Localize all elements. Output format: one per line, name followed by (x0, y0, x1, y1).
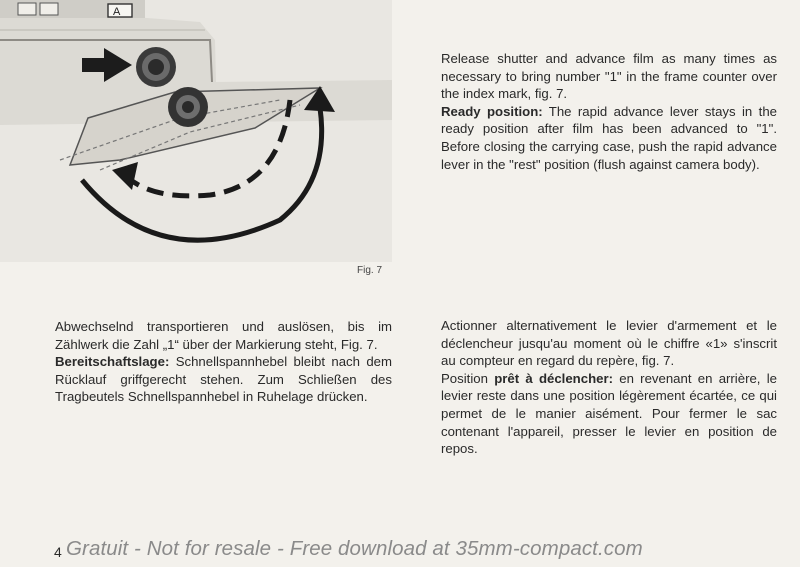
german-ready-heading: Bereitschaftslage: (55, 354, 170, 370)
english-ready-body: The rapid advance lever stays in the ready position after film has been advanced to "1". Before closing the carrying case, push the rapid advance lever in the "rest" position (flush against camera body). (441, 103, 777, 172)
french-ready-body: en revenant en arrière, le levier reste dans une position légèrement écartée, ce qui permet de le manier aisément. Pour fermer le sac contenant l'appareil, presser le levier en position de repos. (441, 370, 777, 457)
shutter-button (136, 47, 176, 87)
english-intro: Release shutter and advance film as many times as necessary to bring number "1" in the frame counter over the index mark, fig. 7. (441, 51, 777, 102)
french-ready-heading: prêt à déclencher: (494, 370, 613, 386)
german-intro: Abwechselnd transportieren und auslösen, bis im Zählwerk die Zahl „1“ über der Markierung steht, Fig. 7. (55, 319, 392, 352)
english-instructions (441, 50, 777, 173)
german-instructions (55, 318, 392, 406)
english-ready-heading: Ready position: (441, 103, 543, 119)
figure-caption: Fig. 7 (357, 265, 383, 276)
french-instructions (441, 317, 777, 458)
french-intro: Actionner alternativement le levier d'armement et le déclencheur jusqu'au moment où le chiffre «1» s'inscrit au compteur en regard du repère, fig. 7. (441, 318, 777, 369)
page-number: 4 (54, 544, 62, 560)
french-heading-prefix: Position (441, 370, 495, 386)
download-watermark: Gratuit - Not for resale - Free download at 35mm-compact.com (66, 537, 643, 560)
camera-illustration-fig-7 (0, 0, 392, 262)
frame-counter-mark: A (113, 6, 121, 18)
german-ready-body: Schnellspannhebel bleibt nach dem Rücklauf griffgerecht stehen. Zum Schließen des Tragbeutels Schnellspannhebel in Ruhelage drücken. (55, 354, 392, 405)
